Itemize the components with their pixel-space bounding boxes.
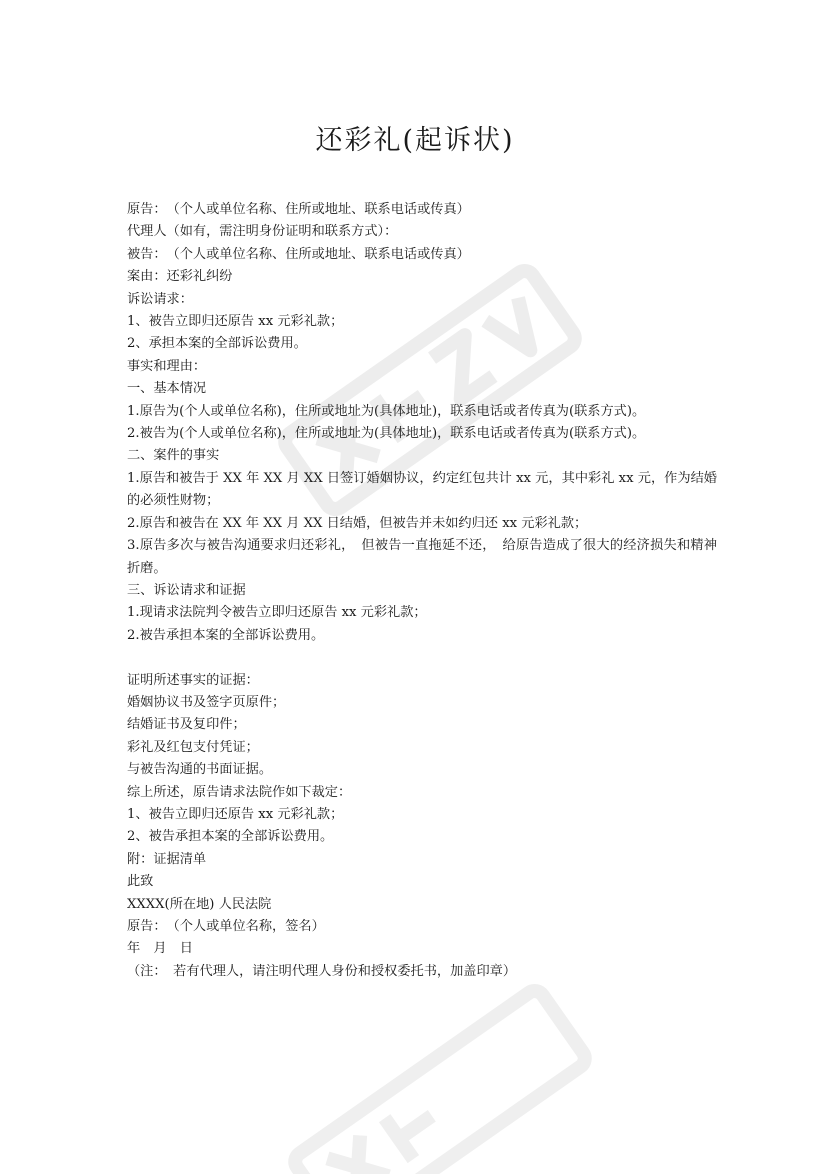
claim-item: 1、被告立即归还原告 xx 元彩礼款； [127, 314, 344, 330]
evidence-heading: 证明所述事实的证据： [127, 672, 259, 688]
evidence-item: 婚姻协议书及签字页原件； [127, 694, 286, 710]
note-line: （注： 若有代理人，请注明代理人身份和授权委托书，加盖印章） [127, 963, 517, 979]
document-title: 还彩礼(起诉状) [315, 125, 515, 156]
basic-info-item: 1.原告为(个人或单位名称)，住所或地址为(具体地址)，联系电话或者传真为(联系方式)。 [127, 403, 646, 419]
request-item: 2.被告承担本案的全部诉讼费用。 [127, 627, 325, 643]
ruling-item: 2、被告承担本案的全部诉讼费用。 [127, 829, 334, 845]
defendant-line: 被告： （个人或单位名称、住所或地址、联系电话或传真） [127, 246, 470, 262]
evidence-item: 彩礼及红包支付凭证； [127, 739, 259, 755]
evidence-item: 结婚证书及复印件； [127, 717, 246, 733]
section-heading-claims-evidence: 三、诉讼请求和证据 [127, 582, 246, 598]
attachment-line: 附：证据清单 [127, 851, 207, 867]
section-heading-basic: 一、基本情况 [127, 381, 207, 397]
document-body [127, 199, 717, 983]
section-heading-facts: 二、案件的事实 [127, 448, 220, 464]
signature-line: 原告： （个人或单位名称，签名） [127, 918, 325, 934]
court-line: XXXX(所在地) 人民法院 [127, 896, 272, 912]
claim-item: 2、承担本案的全部诉讼费用。 [127, 336, 307, 352]
request-item: 1.现请求法院判令被告立即归还原告 xx 元彩礼款； [127, 605, 427, 621]
fact-item: 2.原告和被告在 XX 年 XX 月 XX 日结婚，但被告并未如约归还 xx 元彩礼款； [127, 515, 588, 531]
summary-line: 综上所述，原告请求法院作如下裁定： [127, 784, 352, 800]
blank-line [127, 647, 717, 669]
case-cause-line: 案由：还彩礼纠纷 [127, 269, 233, 285]
evidence-item: 与被告沟通的书面证据。 [127, 762, 273, 778]
plaintiff-line: 原告： （个人或单位名称、住所或地址、联系电话或传真） [127, 202, 470, 217]
basic-info-item: 2.被告为(个人或单位名称)，住所或地址为(具体地址)，联系电话或者传真为(联系方式)。 [127, 426, 646, 442]
date-line: 年 月 日 [127, 941, 193, 957]
facts-heading: 事实和理由： [127, 358, 207, 374]
fact-item: 1.原告和被告于 XX 年 XX 月 XX 日签订婚姻协议，约定红包共计 xx 元，其中彩礼 xx 元，作为结婚的必须性财物； [127, 470, 717, 509]
claims-heading: 诉讼请求： [127, 291, 193, 307]
ruling-item: 1、被告立即归还原告 xx 元彩礼款； [127, 806, 344, 822]
salutation-line: 此致 [127, 874, 154, 890]
agent-line: 代理人（如有，需注明身份证明和联系方式）： [127, 224, 398, 240]
fact-item: 3.原告多次与被告沟通要求归还彩礼， 但被告一直拖延不还， 给原告造成了很大的经济损失和精神折磨。 [127, 538, 717, 576]
